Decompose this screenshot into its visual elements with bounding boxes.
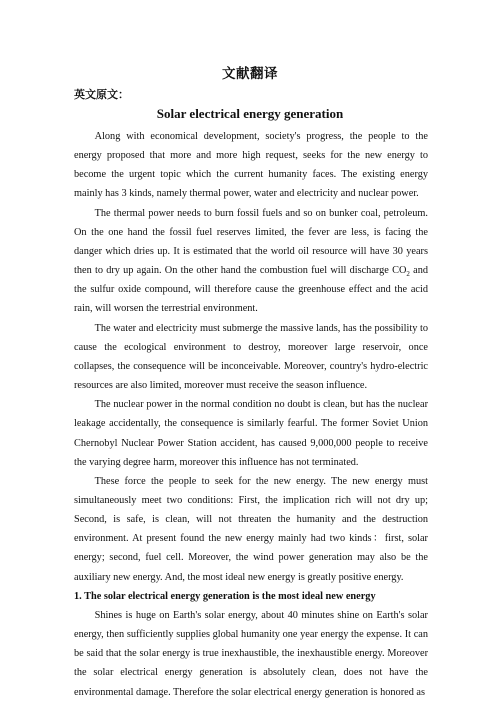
section-heading: 1. The solar electrical energy generation is the most ideal new energy bbox=[74, 590, 376, 602]
paragraph-hydro: The water and electricity must submerge the massive lands, has the possibility to cause the ecological environment to destroy, moreover large reservoir, once collapses, the consequence will be inconceivable. Moreover, country's hydro-electric resources are also limited, moreover must receive the season influence. bbox=[74, 322, 428, 392]
thermal-text-after: and the sulfur oxide compound, will therefore cause the greenhouse effect and the acid rain, will worsen the terrestrial environment. bbox=[74, 265, 428, 315]
paragraph-intro: Along with economical development, society's progress, the people to the energy proposed that more and more high request, seeks for the new energy to become the urgent topic which the current humanity faces. The existing energy mainly has 3 kinds, namely thermal power, water and electricity and nuclear power. bbox=[74, 131, 428, 200]
article-title: Solar electrical energy generation bbox=[156, 106, 344, 121]
paragraph-thermal-power bbox=[74, 204, 428, 319]
section-label: 英文原文： bbox=[74, 89, 129, 101]
article-body bbox=[74, 127, 428, 702]
paragraph-solar: Shines is huge on Earth's solar energy, about 40 minutes shine on Earth's solar energy, then sufficiently supplies global humanity one year energy the expense. It can be said that the solar energy is true inexhaustible, the inexhaustible energy. Moreover the solar electrical energy generation is absolutely clean, does not have the environmental damage. Therefore the solar electrical energy generation is honored as bbox=[74, 609, 428, 698]
thermal-text-before: The thermal power needs to burn fossil fuels and so on bunker coal, petroleum. On the one hand the fossil fuel reserves limited, the fever are less, is facing the danger which dries up. It is estimated that the world oil resource will have 30 years then to dry up again. On the other hand the combustion fuel will discharge CO bbox=[74, 207, 428, 277]
document-title: 文献翻译 bbox=[222, 66, 278, 81]
paragraph-nuclear: The nuclear power in the normal condition no doubt is clean, but has the nuclear leakage accidentally, the consequence is similarly fearful. The former Soviet Union Chernobyl Nuclear Power Station accident, has caused 9,000,000 people to receive the varying degree harm, moreover this influence has not terminated. bbox=[74, 399, 428, 468]
co2-subscript: 2 bbox=[406, 270, 410, 279]
paragraph-new-energy: These force the people to seek for the new energy. The new energy must simultaneously meet two conditions: First, the implication rich will not dry up; Second, is safe, is clean, will not threaten the humanity and the destruction environment. At present found the new energy mainly had two kinds：first, solar energy; second, fuel cell. Moreover, the wind power generation may also be the auxiliary new energy. And, the most ideal new energy is greatly positive energy. bbox=[74, 475, 428, 583]
